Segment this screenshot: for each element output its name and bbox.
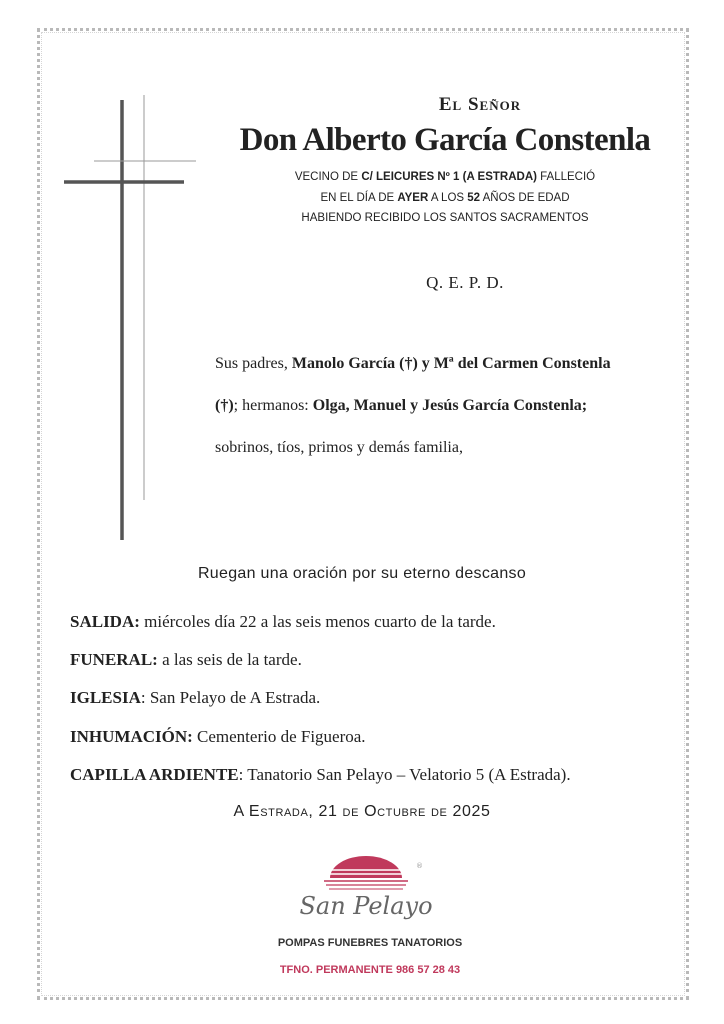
notice-line-1: VECINO DE C/ LEICURES Nº 1 (A ESTRADA) FALLECIÓ [294,171,596,183]
phone-line: TFNO. PERMANENTE 986 57 28 43 [279,964,461,976]
svg-text:®: ® [416,862,423,870]
funeral-home-tagline: POMPAS FUNEBRES TANATORIOS [277,937,463,949]
notice-line-2: EN EL DÍA DE AYER A LOS 52 AÑOS DE EDAD [320,192,570,204]
date-line: A Estrada, 21 de Octubre de 2025 [233,803,491,820]
svg-text:San Pelayo: San Pelayo [299,892,433,920]
event-inhumacion: INHUMACIÓN: Cementerio de Figueroa. [70,727,366,746]
event-salida: SALIDA: miércoles día 22 a las seis menos cuarto de la tarde. [70,612,496,631]
event-iglesia: IGLESIA: San Pelayo de A Estrada. [70,688,321,707]
event-funeral: FUNERAL: a las seis de la tarde. [70,650,302,669]
notice-line-3: HABIENDO RECIBIDO LOS SANTOS SACRAMENTOS [301,212,589,224]
family-line-1: Sus padres, Manolo García (†) y Mª del Carmen Constenla [215,355,611,372]
cross-icon [60,95,200,545]
title-prefix: El Señor [438,94,522,115]
event-capilla: CAPILLA ARDIENTE: Tanatorio San Pelayo – Velatorio 5 (A Estrada). [70,765,571,784]
family-line-2: (†); hermanos: Olga, Manuel y Jesús García Constenla; [215,397,588,414]
qepd: Q. E. P. D. [426,273,504,292]
prayer-request: Ruegan una oración por su eterno descanso [197,565,527,582]
san-pelayo-logo [296,852,436,924]
deceased-name: Don Alberto García Constenla [239,122,651,158]
family-line-3: sobrinos, tíos, primos y demás familia, [215,439,463,456]
